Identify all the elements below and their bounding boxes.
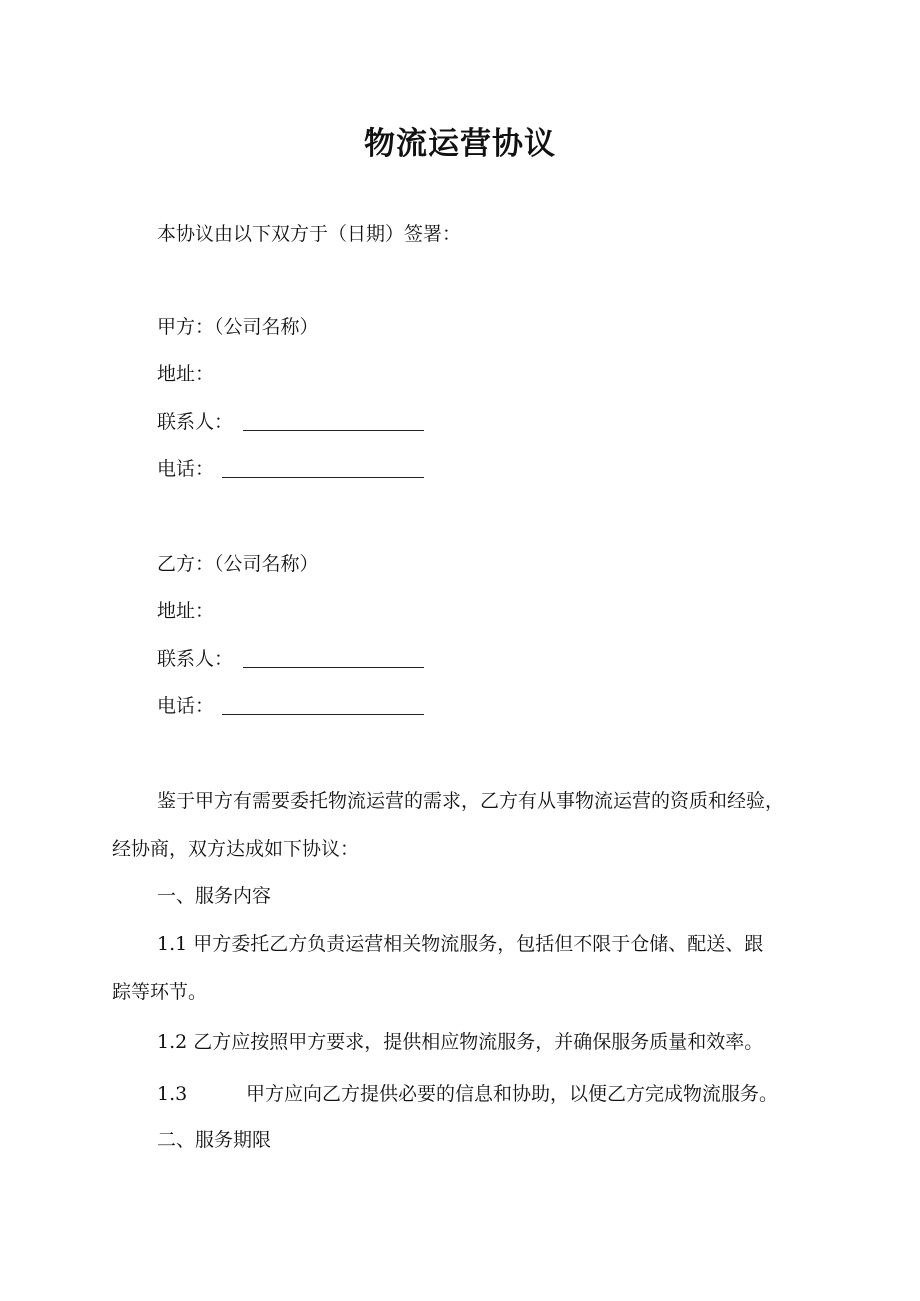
party-b-contact-blank [243, 649, 424, 668]
clause-1-2: 1.2 乙方应按照甲方要求，提供相应物流服务，并确保服务质量和效率。 [157, 1031, 764, 1053]
party-a-address-label: 地址： [157, 363, 215, 385]
clause-1-1-line-2: 踪等环节。 [112, 981, 208, 1003]
party-a-phone-label: 电话： [157, 458, 215, 480]
clause-1-3-text: 甲方应向乙方提供必要的信息和协助，以便乙方完成物流服务。 [246, 1083, 779, 1105]
preamble-line-2: 经协商，双方达成如下协议： [112, 838, 360, 860]
section-1-heading: 一、服务内容 [157, 885, 272, 907]
intro-text: 本协议由以下双方于（日期）签署： [157, 223, 462, 245]
party-a-contact-label: 联系人： [157, 411, 234, 433]
clause-1-3-number: 1.3 [157, 1083, 188, 1105]
party-a-contact-blank [243, 412, 424, 431]
party-a-phone-blank [222, 459, 424, 478]
party-a-name: 甲方：（公司名称） [157, 316, 319, 338]
section-2-heading: 二、服务期限 [157, 1129, 272, 1151]
party-b-name: 乙方：（公司名称） [157, 553, 319, 575]
party-b-contact-label: 联系人： [157, 648, 234, 670]
party-b-address-label: 地址： [157, 600, 215, 622]
party-b-phone-blank [222, 696, 424, 715]
clause-1-1-line-1: 1.1 甲方委托乙方负责运营相关物流服务，包括但不限于仓储、配送、跟 [157, 933, 764, 955]
preamble-line-1: 鉴于甲方有需要委托物流运营的需求，乙方有从事物流运营的资质和经验， [157, 790, 785, 812]
party-b-phone-label: 电话： [157, 695, 215, 717]
document-title: 物流运营协议 [364, 126, 556, 162]
